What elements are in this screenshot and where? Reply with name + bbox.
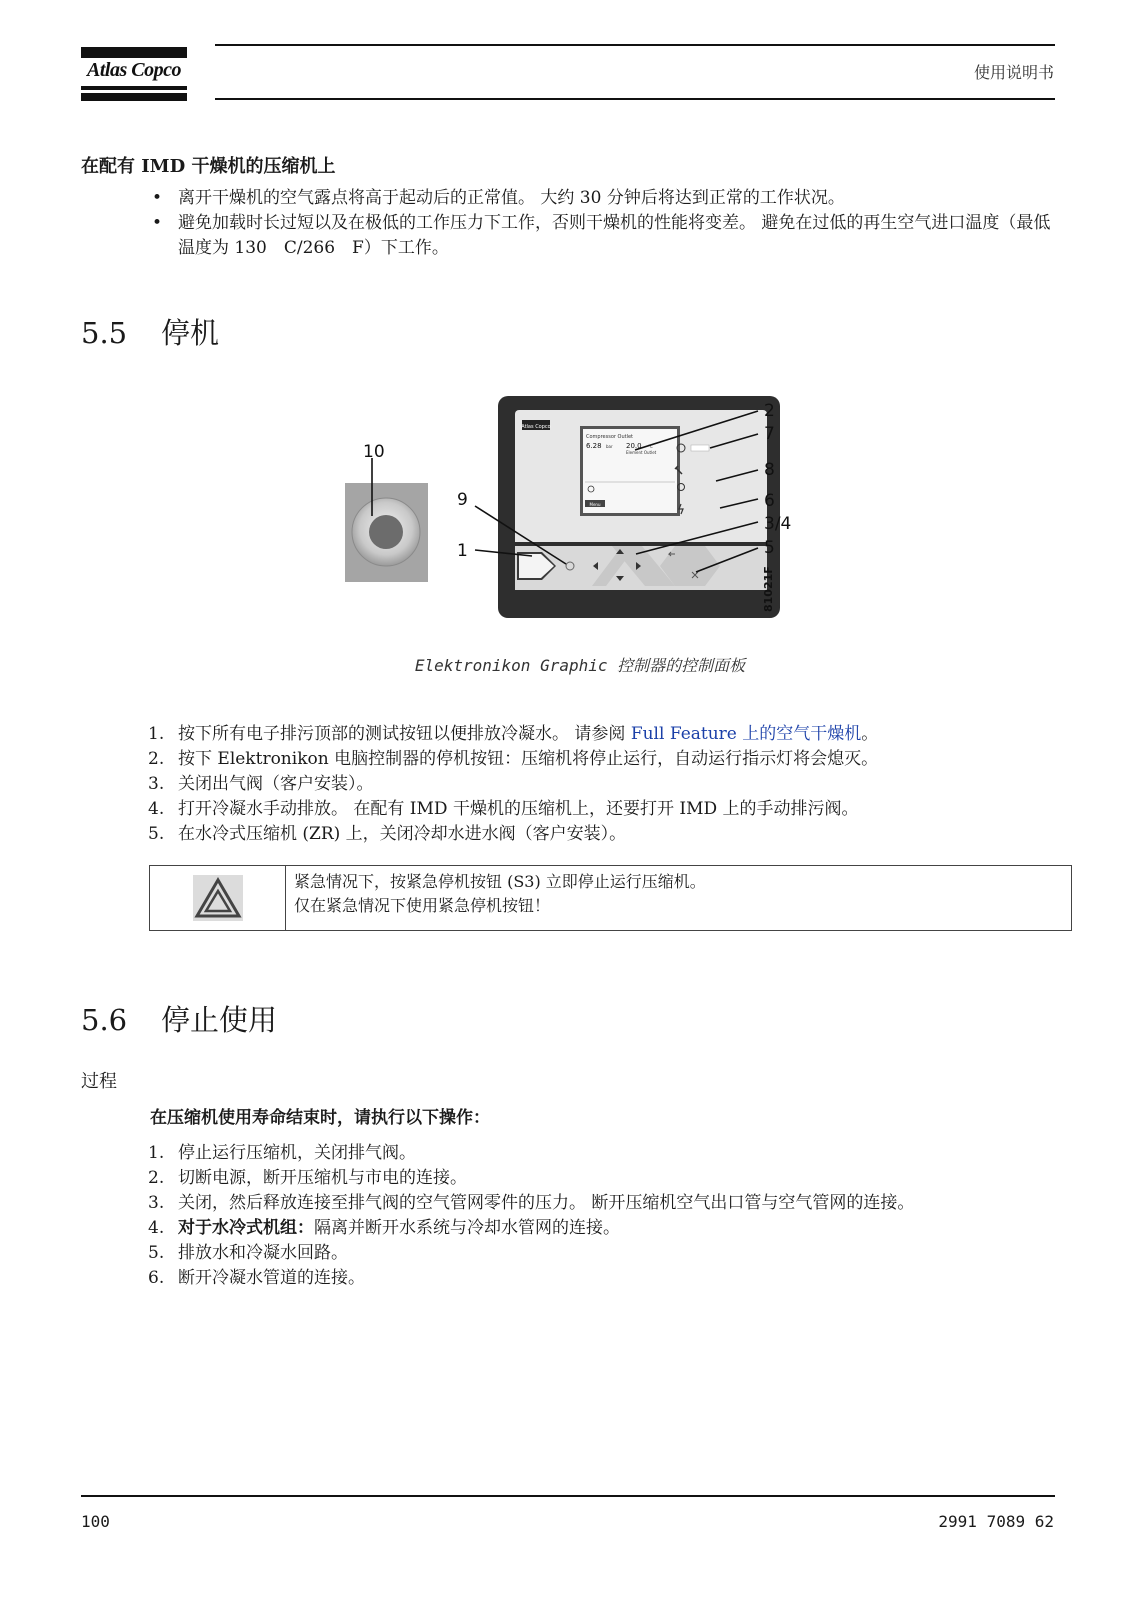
list-item: 3. 关闭出气阀（客户安装）。	[148, 774, 374, 794]
procedure-intro: 在压缩机使用寿命结束时，请执行以下操作：	[150, 1108, 490, 1128]
section-number: 5.5	[81, 316, 128, 350]
callout-label: 10	[363, 442, 385, 462]
callout-label: 3/4	[764, 514, 792, 534]
list-item: 6. 断开冷凝水管道的连接。	[148, 1268, 365, 1288]
screen-value2: 20.0	[626, 442, 642, 450]
procedure-heading: 过程	[81, 1071, 117, 1092]
list-item: 1. 按下所有电子排污顶部的测试按钮以便排放冷凝水。 请参阅 Full Feature 上的空气干燥机。	[148, 724, 879, 744]
logo-bar-mid	[81, 86, 187, 90]
panel-brand: Atlas Copco	[521, 424, 551, 430]
document-type: 使用说明书	[973, 63, 1054, 82]
screen-unit1: bar	[606, 444, 613, 449]
list-item: 5. 排放水和冷凝水回路。	[148, 1243, 348, 1263]
shutdown-steps	[148, 722, 1058, 847]
warning-triangle-icon	[193, 875, 243, 921]
logo-bar-top	[81, 47, 187, 58]
full-feature-link[interactable]: Full Feature 上的空气干燥机	[630, 724, 862, 744]
figure-code: 81021F	[762, 566, 775, 612]
callout-label: 1	[457, 541, 468, 561]
screen-unit2: °C	[648, 444, 653, 449]
section-title-text: 停机	[161, 316, 220, 350]
company-logo: Atlas Copco	[87, 59, 181, 81]
section-title-5-6	[81, 998, 277, 1039]
callout-label: 5	[764, 538, 775, 558]
screen-value1: 6.28	[586, 442, 602, 450]
controller-panel-figure	[330, 396, 830, 636]
warning-icon-cell	[150, 866, 286, 930]
section-number: 5.6	[81, 1003, 128, 1037]
logo-bar-bottom	[81, 93, 187, 101]
screen-line2: Element Outlet	[626, 450, 657, 455]
header-rule-top	[215, 44, 1055, 46]
warning-box	[149, 865, 1072, 931]
page-number: 100	[81, 1512, 110, 1531]
controller-panel	[498, 396, 780, 618]
imd-heading: 在配有 IMD 干燥机的压缩机上	[81, 156, 336, 177]
list-item: 2. 按下 Elektronikon 电脑控制器的停机按钮：压缩机将停止运行，自动运行指示灯将会熄灭。	[148, 749, 879, 769]
list-item: • 避免加载时长过短以及在极低的工作压力下工作，否则干燥机的性能将变差。 避免在过低的再生空气进口温度（最低温度为 130 C/266 F）下工作。	[148, 211, 1058, 261]
screen-menu: Menu	[589, 502, 601, 507]
callout-label: 6	[764, 491, 775, 511]
emergency-stop-button-illustration	[345, 483, 428, 582]
footer-rule	[81, 1495, 1055, 1497]
figure-caption: Elektronikon Graphic 控制器的控制面板	[414, 656, 746, 675]
warning-text: 紧急情况下，按紧急停机按钮 (S3) 立即停止运行压缩机。 仅在紧急情况下使用紧急停机按钮！	[294, 872, 706, 915]
list-item: 2. 切断电源，断开压缩机与市电的连接。	[148, 1168, 467, 1188]
list-item: 4. 对于水冷式机组：隔离并断开水系统与冷却水管网的连接。	[148, 1218, 620, 1238]
list-item: 1. 停止运行压缩机，关闭排气阀。	[148, 1143, 416, 1163]
list-item: 3. 关闭，然后释放连接至排气阀的空气管网零件的压力。 断开压缩机空气出口管与空气管网的连接。	[148, 1193, 915, 1213]
list-item: 5. 在水冷式压缩机 (ZR) 上，关闭冷却水进水阀（客户安装）。	[148, 824, 627, 844]
section-title-text: 停止使用	[161, 1003, 278, 1037]
decommission-steps	[148, 1141, 1058, 1291]
list-item: 4. 打开冷凝水手动排放。 在配有 IMD 干燥机的压缩机上，还要打开 IMD 上的手动排污阀。	[148, 799, 859, 819]
list-item: • 离开干燥机的空气露点将高于起动后的正常值。 大约 30 分钟后将达到正常的工作状况。	[148, 186, 1058, 211]
callout-label: 2	[764, 401, 775, 421]
document-number: 2991 7089 62	[938, 1512, 1054, 1531]
callout-label: 7	[764, 424, 775, 444]
callout-label: 9	[457, 490, 468, 510]
screen-line1: Compressor Outlet	[586, 434, 634, 440]
section-title-5-5	[81, 311, 219, 352]
header-rule-bottom	[215, 98, 1055, 100]
callout-label: 8	[764, 460, 775, 480]
imd-bullet-list	[148, 186, 1058, 261]
